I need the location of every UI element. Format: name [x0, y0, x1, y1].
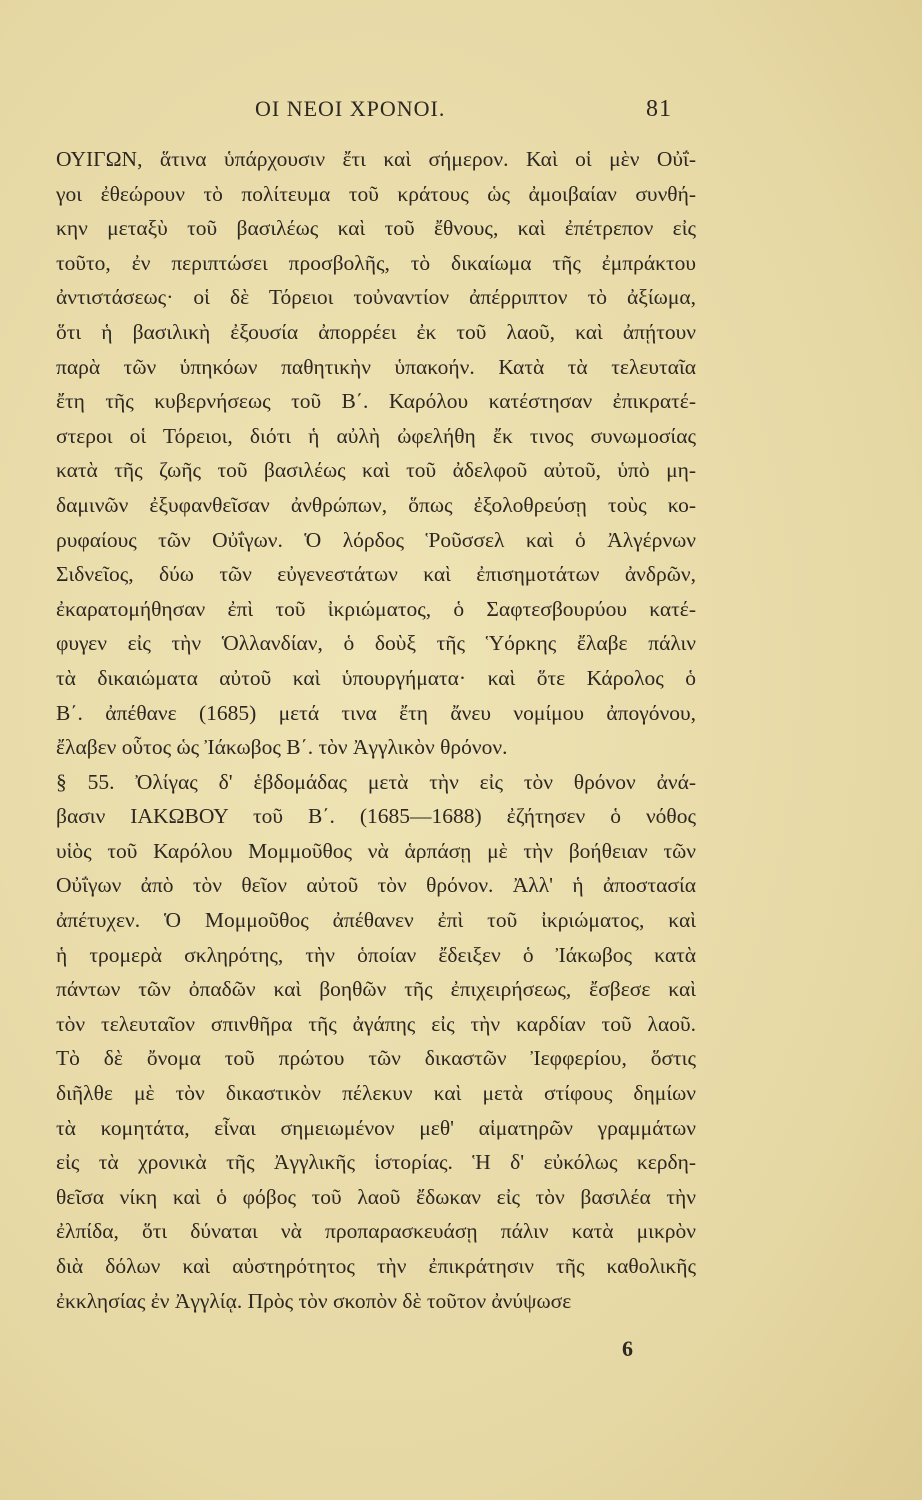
text-line: ἔλαβεν οὗτος ὡς Ἰάκωβος Β΄. τὸν Ἀγγλικὸν θρόνον. — [56, 735, 508, 760]
signature-mark: 6 — [622, 1336, 633, 1361]
text-line: τὸν τελευταῖον σπινθῆρα τῆς ἀγάπης εἰς τὴν καρδίαν τοῦ λαοῦ. — [56, 1011, 696, 1036]
text-line: ὅτι ἡ βασιλικὴ ἐξουσία ἀπορρέει ἐκ τοῦ λαοῦ, καὶ ἀπῄτουν — [56, 319, 696, 344]
text-line: Τὸ δὲ ὄνομα τοῦ πρώτου τῶν δικαστῶν Ἰεφφερίου, ὅστις — [56, 1046, 696, 1071]
text-line: ἐκαρατομήθησαν ἐπὶ τοῦ ἰκριώματος, ὁ Σαφτεσβουρύου κατέ- — [56, 596, 696, 621]
page-number: 81 — [646, 96, 672, 122]
text-line: κατὰ τῆς ζωῆς τοῦ βασιλέως καὶ τοῦ ἀδελφοῦ αὐτοῦ, ὑπὸ μη- — [56, 458, 696, 483]
text-line: διὰ δόλων καὶ αὐστηρότητος τὴν ἐπικράτησιν τῆς καθολικῆς — [56, 1254, 696, 1278]
text-line: Σιδνεῖος, δύω τῶν εὐγενεστάτων καὶ ἐπισημοτάτων ἀνδρῶν, — [56, 562, 696, 587]
text-line: § 55. Ὀλίγας δ' ἑβδομάδας μετὰ τὴν εἰς τὸν θρόνον ἀνά- — [56, 769, 696, 794]
text-line: υἱὸς τοῦ Καρόλου Μομμοῦθος νὰ ἁρπάσῃ μὲ τὴν βοήθειαν τῶν — [56, 838, 696, 863]
text-line: φυγεν εἰς τὴν Ὁλλανδίαν, ὁ δοὺξ τῆς Ὑόρκης ἔλαβε πάλιν — [56, 631, 696, 656]
text-line: ρυφαίους τῶν Οὐΐγων. Ὁ λόρδος Ῥοῦσσελ καὶ ὁ Ἀλγέρνων — [56, 527, 696, 552]
text-line: εἰς τὰ χρονικὰ τῆς Ἀγγλικῆς ἱστορίας. Ἡ δ' εὐκόλως κερδη- — [56, 1150, 696, 1175]
text-line: ΟΥΙΓΩΝ, ἅτινα ὑπάρχουσιν ἔτι καὶ σήμερον. Καὶ οἱ μὲν Οὐΐ- — [56, 147, 696, 171]
text-line: ἔτη τῆς κυβερνήσεως τοῦ Β΄. Καρόλου κατέστησαν ἐπικρατέ- — [56, 389, 696, 414]
text-line: ἡ τρομερὰ σκληρότης, τὴν ὁποίαν ἔδειξεν ὁ Ἰάκωβος κατὰ — [56, 942, 696, 967]
text-line: βασιν ΙΑΚΩΒΟΥ τοῦ Β΄. (1685—1688) ἐζήτησεν ὁ νόθος — [56, 804, 696, 829]
text-line: ἀπέτυχεν. Ὁ Μομμοῦθος ἀπέθανεν ἐπὶ τοῦ ἰκριώματος, καὶ — [56, 908, 696, 933]
text-line: πάντων τῶν ὀπαδῶν καὶ βοηθῶν τῆς ἐπιχειρήσεως, ἔσβεσε καὶ — [56, 977, 696, 1002]
text-line: ἀντιστάσεως· οἱ δὲ Τόρειοι τοὐναντίον ἀπέρριπτον τὸ ἀξίωμα, — [56, 285, 696, 310]
page-header — [60, 96, 690, 126]
text-line: Οὐΐγων ἀπὸ τὸν θεῖον αὐτοῦ τὸν θρόνον. Ἀλλ' ἡ ἀποστασία — [56, 873, 696, 898]
text-line: στεροι οἱ Τόρειοι, διότι ἡ αὐλὴ ὠφελήθη ἔκ τινος συνωμοσίας — [56, 423, 696, 448]
text-line: τοῦτο, ἐν περιπτώσει προσβολῆς, τὸ δικαίωμα τῆς ἐμπράκτου — [56, 250, 696, 275]
text-line: δαμινῶν ἐξυφανθεῖσαν ἀνθρώπων, ὅπως ἐξολοθρεύσῃ τοὺς κο- — [56, 492, 696, 517]
text-line: κην μεταξὺ τοῦ βασιλέως καὶ τοῦ ἔθνους, καὶ ἐπέτρεπον εἰς — [56, 216, 696, 241]
text-line: ἐκκλησίας ἐν Ἀγγλίᾳ. Πρὸς τὸν σκοπὸν δὲ τοῦτον ἀνύψωσε — [56, 1288, 572, 1313]
body-text — [56, 142, 696, 1318]
text-line: διῆλθε μὲ τὸν δικαστικὸν πέλεκυν καὶ μετὰ στίφους δημίων — [56, 1081, 696, 1106]
text-line: Β΄. ἀπέθανε (1685) μετά τινα ἔτη ἄνευ νομίμου ἀπογόνου, — [56, 700, 696, 725]
text-line: τὰ δικαιώματα αὐτοῦ καὶ ὑπουργήματα· καὶ ὅτε Κάρολος ὁ — [56, 665, 696, 690]
text-line: ἐλπίδα, ὅτι δύναται νὰ προπαρασκευάσῃ πάλιν κατὰ μικρὸν — [56, 1219, 696, 1244]
text-line: τὰ κομητάτα, εἶναι σημειωμένον μεθ' αἱματηρῶν γραμμάτων — [56, 1115, 696, 1140]
text-line: θεῖσα νίκη καὶ ὁ φόβος τοῦ λαοῦ ἔδωκαν εἰς τὸν βασιλέα τὴν — [56, 1184, 696, 1209]
text-line: παρὰ τῶν ὑπηκόων παθητικὴν ὑπακοήν. Κατὰ τὰ τελευταῖα — [56, 354, 696, 379]
running-title: ΟΙ ΝΕΟΙ ΧΡΟΝΟΙ. — [255, 96, 446, 121]
text-line: γοι ἐθεώρουν τὸ πολίτευμα τοῦ κράτους ὡς ἀμοιβαίαν συνθή- — [56, 181, 696, 206]
